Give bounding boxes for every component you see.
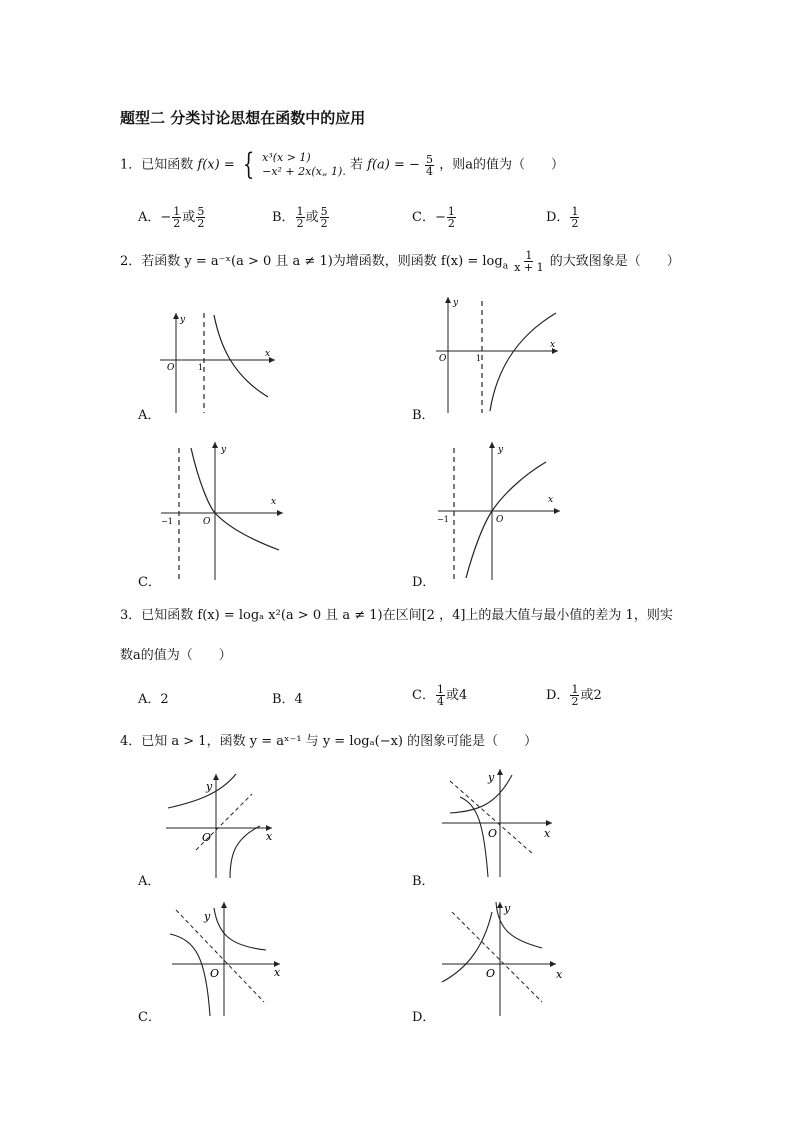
q4-graph-a[interactable] <box>160 768 285 880</box>
origin-label: O <box>210 967 220 980</box>
frac-num: 5 <box>197 205 205 218</box>
option-sign: − <box>434 210 446 225</box>
option-label: D． <box>546 210 570 225</box>
q2-graph-d[interactable] <box>432 438 567 583</box>
option-frac <box>570 206 579 229</box>
x-arrow-icon <box>554 508 560 514</box>
q2-frac-num: 1 <box>525 249 533 262</box>
frac-num: 1 <box>571 683 579 696</box>
dashed-line <box>176 910 264 1002</box>
curve <box>214 315 271 397</box>
q3-option-c[interactable] <box>412 684 467 707</box>
log-curve <box>230 826 260 878</box>
q1-frac-den: 4 <box>426 164 434 178</box>
exp-curve <box>450 775 512 813</box>
x-arrow-icon <box>277 510 283 516</box>
option-tail: 或2 <box>580 688 602 703</box>
q1-option-c[interactable] <box>412 206 457 229</box>
option-label: C． <box>412 210 435 225</box>
option-frac <box>320 206 329 229</box>
q1-cases <box>262 151 346 179</box>
frac-num: 1 <box>447 205 455 218</box>
q4-graph-c[interactable] <box>166 898 291 1018</box>
y-arrow-icon <box>212 442 218 448</box>
frac-num: 5 <box>320 205 328 218</box>
question-4: 4．已知 a > 1，函数 y = aˣ⁻¹ 与 y = logₐ(−x) 的图象可能是（ ） <box>120 734 538 749</box>
y-arrow-icon <box>213 774 219 780</box>
y-label: y <box>453 298 459 308</box>
q4-label-a[interactable]: A． <box>138 874 161 889</box>
option-frac <box>196 206 205 229</box>
q2-frac-den: x + 1 <box>514 261 544 274</box>
option-or: 或 <box>182 210 196 225</box>
y-label: y <box>180 315 186 325</box>
origin-label: O <box>486 967 496 980</box>
question-1 <box>120 147 564 182</box>
log-curve <box>170 934 210 1016</box>
question-2 <box>120 250 680 277</box>
y-arrow-icon <box>497 902 503 908</box>
frac-den: 2 <box>571 695 579 708</box>
q1-brace: { <box>242 147 255 182</box>
x-label: x <box>550 340 556 350</box>
q1-case1: x³(x > 1) <box>262 151 311 164</box>
frac-den: 2 <box>320 217 328 230</box>
origin-label: O <box>496 515 504 525</box>
q1-option-a[interactable] <box>138 206 206 229</box>
exp-curve <box>442 912 492 982</box>
origin-label: O <box>439 354 447 364</box>
origin-label: O <box>202 831 212 844</box>
frac-den: 2 <box>447 217 455 230</box>
dashed-line <box>450 781 534 855</box>
frac-den: 2 <box>173 217 181 230</box>
origin-label: O <box>488 827 498 840</box>
q2-label-c[interactable]: C． <box>138 575 161 590</box>
option-frac <box>296 206 305 229</box>
q1-suffix: ，则a的值为（ ） <box>439 157 564 173</box>
option-label: D． <box>546 688 570 703</box>
q2-graph-b[interactable] <box>428 293 568 418</box>
tick-label-neg1: −1 <box>437 515 449 524</box>
q4-label-b[interactable]: B． <box>412 874 435 889</box>
option-frac <box>570 684 579 707</box>
frac-num: 1 <box>173 205 181 218</box>
q1-frac-num: 5 <box>426 152 434 166</box>
q2-graph-a[interactable] <box>150 305 285 415</box>
frac-den: 2 <box>571 217 579 230</box>
q2-text1: 2．若函数 y = a⁻ˣ(a > 0 且 a ≠ 1)为增函数，则函数 f(x) = log <box>120 254 503 269</box>
tick-label-1: 1 <box>198 363 204 372</box>
q1-prefix: 1．已知函数 <box>120 157 194 173</box>
q2-label-d[interactable]: D． <box>412 575 436 590</box>
q3-option-d[interactable] <box>546 684 602 707</box>
q2-log-base: a <box>502 261 509 272</box>
q1-option-b[interactable] <box>272 206 330 229</box>
q1-fa: f(a) = − <box>367 157 420 173</box>
origin-label: O <box>203 517 211 527</box>
option-label: B． <box>272 210 295 225</box>
x-label: x <box>266 830 273 843</box>
question-3-line1: 3．已知函数 f(x) = logₐ x²(a > 0 且 a ≠ 1)在区间[2 ，4]上的最大值与最小值的差为 1，则实 <box>120 608 673 623</box>
q2-text2: 的大致图象是（ ） <box>549 254 680 269</box>
x-label: x <box>544 827 551 840</box>
y-arrow-icon <box>173 313 179 319</box>
q4-graph-b[interactable] <box>438 765 563 880</box>
dashed-line <box>452 912 542 1002</box>
y-label: y <box>206 780 213 793</box>
y-arrow-icon <box>221 902 227 908</box>
log-curve <box>460 797 488 877</box>
exp-curve <box>168 774 236 808</box>
x-arrow-icon <box>546 820 552 826</box>
q4-label-d[interactable]: D． <box>412 1010 436 1025</box>
frac-den: 2 <box>197 217 205 230</box>
y-arrow-icon <box>489 442 495 448</box>
y-label: y <box>498 445 504 455</box>
q4-label-c[interactable]: C． <box>138 1010 161 1025</box>
tick-label-neg1: −1 <box>161 517 173 526</box>
tick-label-1: 1 <box>476 354 482 363</box>
q2-label-b[interactable]: B． <box>412 408 435 423</box>
y-label: y <box>221 445 227 455</box>
y-label: y <box>504 902 511 915</box>
origin-label: O <box>167 363 175 373</box>
option-frac <box>447 206 456 229</box>
option-tail: 或4 <box>445 688 468 703</box>
frac-den: 4 <box>436 695 444 708</box>
option-label: C． <box>412 688 435 703</box>
section-title: 题型二 分类讨论思想在函数中的应用 <box>120 109 366 127</box>
x-label: x <box>274 966 281 979</box>
frac-num: 1 <box>436 683 444 696</box>
question-3-line2: 数a的值为（ ） <box>120 648 232 663</box>
x-arrow-icon <box>550 961 556 967</box>
y-label: y <box>488 771 495 784</box>
log-curve <box>496 902 542 948</box>
q1-fx: f(x) = <box>197 157 235 173</box>
q2-fraction <box>513 250 544 273</box>
q1-option-d[interactable] <box>546 206 580 229</box>
x-label: x <box>271 497 277 507</box>
option-label: A． <box>138 210 161 225</box>
x-label: x <box>556 968 563 981</box>
y-arrow-icon <box>497 769 503 775</box>
q2-graph-c[interactable] <box>155 438 290 583</box>
x-label: x <box>265 349 271 359</box>
curve <box>490 313 556 411</box>
option-sign: − <box>160 210 172 225</box>
q1-case2: −x² + 2x(x„ 1). <box>262 165 346 178</box>
frac-den: 2 <box>296 217 304 230</box>
frac-num: 1 <box>296 205 304 218</box>
frac-num: 1 <box>571 205 579 218</box>
q1-mid: 若 <box>349 157 363 173</box>
x-label: x <box>548 495 554 505</box>
option-frac <box>436 684 445 707</box>
option-frac <box>172 206 181 229</box>
y-label: y <box>204 910 211 923</box>
option-or: 或 <box>305 210 319 225</box>
q4-graph-d[interactable] <box>438 898 568 1018</box>
q3-option-b[interactable]: B．4 <box>272 692 303 707</box>
q1-fraction <box>425 154 434 177</box>
q2-label-a[interactable]: A． <box>138 408 161 423</box>
exp-curve <box>214 908 266 950</box>
curve <box>466 462 546 578</box>
y-arrow-icon <box>445 297 451 303</box>
curve <box>191 448 279 550</box>
q3-option-a[interactable]: A．2 <box>138 692 169 707</box>
